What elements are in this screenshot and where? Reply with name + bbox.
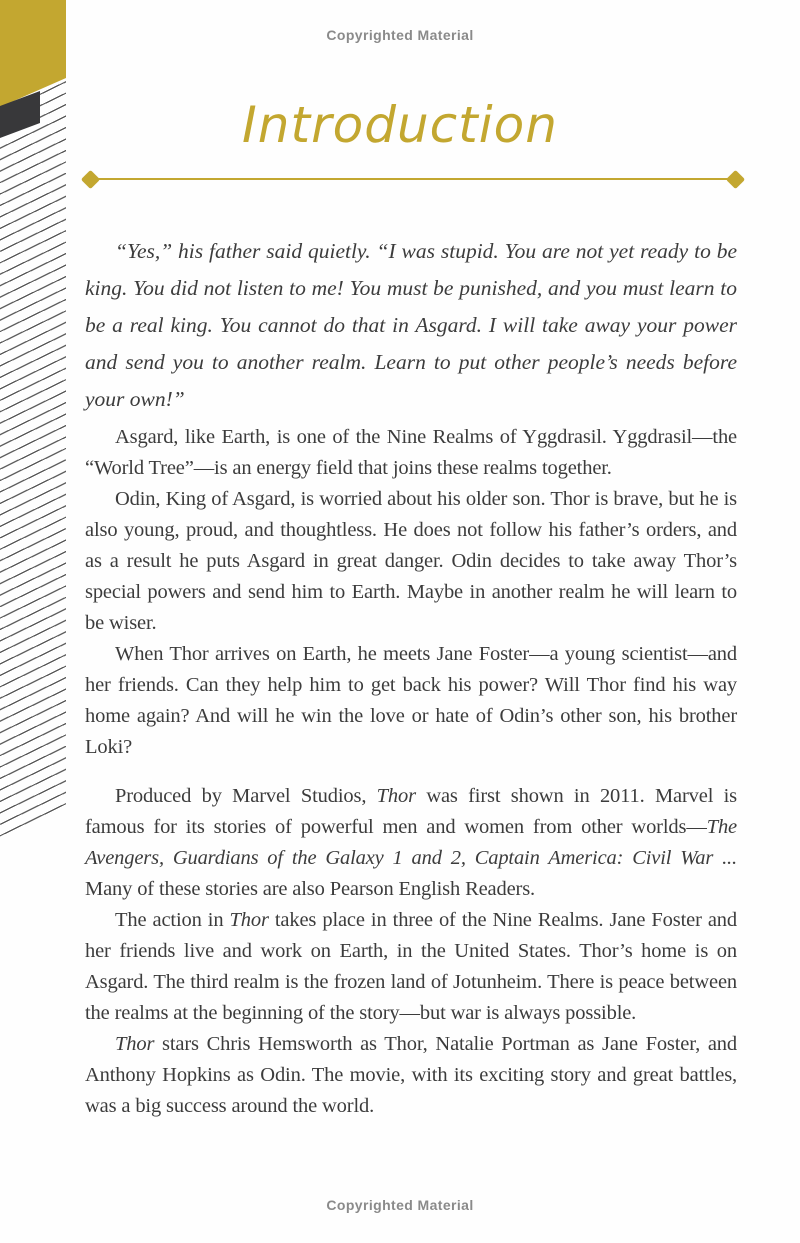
quote-paragraph: “Yes,” his father said quietly. “I was stupid. You are not yet ready to be king. You did not listen to me! You must be punished, and you must learn to be a real king. You cannot do that in Asgard. I will take away your power and send you to another realm. Learn to put other people’s needs before your own!”	[85, 239, 737, 411]
page-title: Introduction	[242, 96, 558, 154]
diamond-left-icon	[81, 169, 100, 188]
body-paragraph: Asgard, like Earth, is one of the Nine Realms of Yggdrasil. Yggdrasil—the “World Tree”—is an energy field that joins these realms together.	[85, 426, 737, 479]
title-divider	[84, 170, 742, 188]
divider-rule	[94, 178, 732, 181]
body-paragraph: When Thor arrives on Earth, he meets Jane Foster—a young scientist—and her friends. Can they help him to get back his power? Will Thor find his way home again? And will he win the love or hate of Odin’s other son, his brother Loki?	[85, 643, 737, 758]
body-paragraph: Thor stars Chris Hemsworth as Thor, Natalie Portman as Jane Foster, and Anthony Hopkins as Odin. The movie, with its exciting story and great battles, was a big success around the world.	[85, 1033, 737, 1117]
body-paragraph: The action in Thor takes place in three of the Nine Realms. Jane Foster and her friends live and work on Earth, in the United States. Thor’s home is on Asgard. The third realm is the frozen land of Jotunheim. There is peace between the realms at the beginning of the story—but war is always possible.	[85, 909, 737, 1024]
copyright-notice-bottom: Copyrighted Material	[326, 1197, 474, 1213]
copyright-notice-top: Copyrighted Material	[326, 27, 474, 43]
body-paragraph: Odin, King of Asgard, is worried about his older son. Thor is brave, but he is also young, proud, and thoughtless. He does not follow his father’s orders, and as a result he puts Asgard in great danger. Odin decides to take away Thor’s special powers and send him to Earth. Maybe in another realm he will learn to be wiser.	[85, 488, 737, 634]
body-text	[85, 233, 737, 1122]
body-paragraph: Produced by Marvel Studios, Thor was first shown in 2011. Marvel is famous for its stories of powerful men and women from other worlds—The Avengers, Guardians of the Galaxy 1 and 2, Captain America: Civil War ... Many of these stories are also Pearson English Readers.	[85, 785, 737, 900]
diamond-right-icon	[726, 169, 745, 188]
